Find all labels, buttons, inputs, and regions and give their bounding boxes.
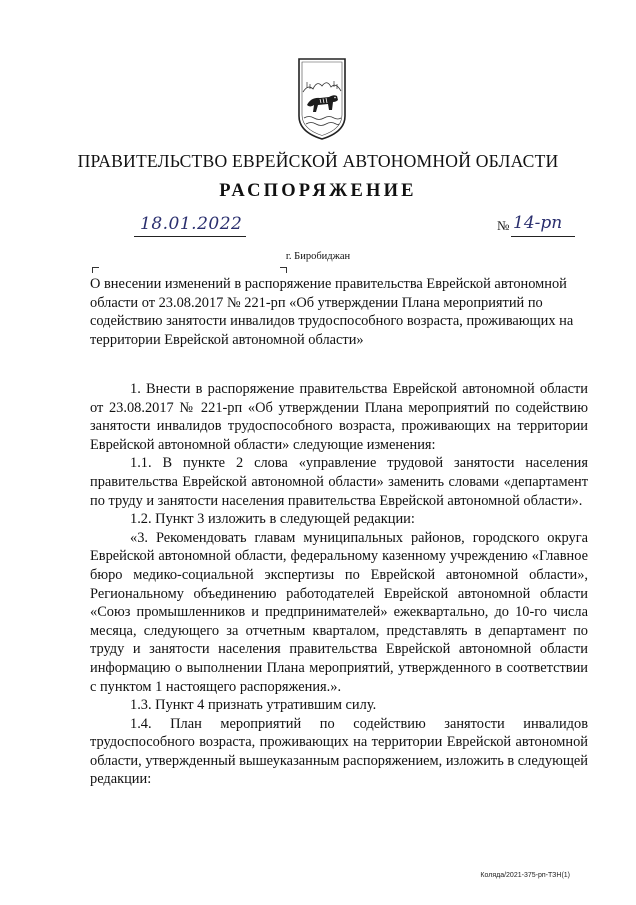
document-number	[497, 213, 577, 238]
paragraph-1-4: 1.4. План мероприятий по содействию занятости инвалидов трудоспособного возраста, проживающих на территории Еврейской автономной области, утвержденный вышеуказанным распоряжением, изложить в следующей редакции:	[90, 715, 588, 788]
subject-bracket-left	[92, 267, 99, 273]
document-subject: О внесении изменений в распоряжение правительства Еврейской автономной области от 23.08.2017 № 221-рп «Об утверждении Плана мероприятий по содействию занятости инвалидов трудоспособного возраста, проживающих на территории Еврейской автономной области»	[90, 276, 574, 348]
number-underline	[511, 236, 575, 237]
document-type: РАСПОРЯЖЕНИЕ	[219, 181, 417, 201]
paragraph-1: 1. Внести в распоряжение правительства Еврейской автономной области от 23.08.2017 № 221-рп «Об утверждении Плана мероприятий по содействию занятости инвалидов трудоспособного возраста, проживающих на территории Еврейской автономной области» следующие изменения:	[90, 381, 588, 453]
footer-document-code: Коляда/2021-375-рп-ТЗН(1)	[480, 872, 570, 879]
paragraph-1-2: 1.2. Пункт 3 изложить в следующей редакции:	[130, 511, 415, 528]
subject-bracket-right	[280, 267, 287, 273]
city: г. Биробиджан	[285, 251, 351, 262]
document-body	[90, 380, 588, 789]
government-title: ПРАВИТЕЛЬСТВО ЕВРЕЙСКОЙ АВТОНОМНОЙ ОБЛАСТИ	[77, 151, 559, 171]
number-handwritten: 14-рп	[513, 213, 563, 233]
paragraph-1-3: 1.3. Пункт 4 признать утратившим силу.	[130, 697, 377, 714]
date-underline	[134, 236, 246, 237]
paragraph-quote-3: «3. Рекомендовать главам муниципальных районов, городского округа Еврейской автономной области, федеральному казенному учреждению «Главное бюро медико-социальной экспертизы по Еврейской автономной области», Региональному объединению работодателей Еврейской автономной области «Союз промышленников и предпринимателей» ежеквартально, до 10-го числа месяца, следующего за отчетным кварталом, представлять в департамент по труду и занятости населения правительства Еврейской автономной области информацию о выполнении Плана мероприятий, утвержденного в соответствии с пунктом 1 настоящего распоряжения.».	[90, 529, 588, 695]
date-handwritten: 18.01.2022	[140, 214, 243, 234]
document-date	[134, 216, 246, 238]
coat-of-arms-icon	[298, 58, 346, 140]
paragraph-1-1: 1.1. В пункте 2 слова «управление трудовой занятости населения правительства Еврейской автономной области» заменить словами «департамент по труду и занятости населения правительства Еврейской автономной области».	[90, 455, 588, 509]
number-sign: №	[497, 218, 510, 233]
